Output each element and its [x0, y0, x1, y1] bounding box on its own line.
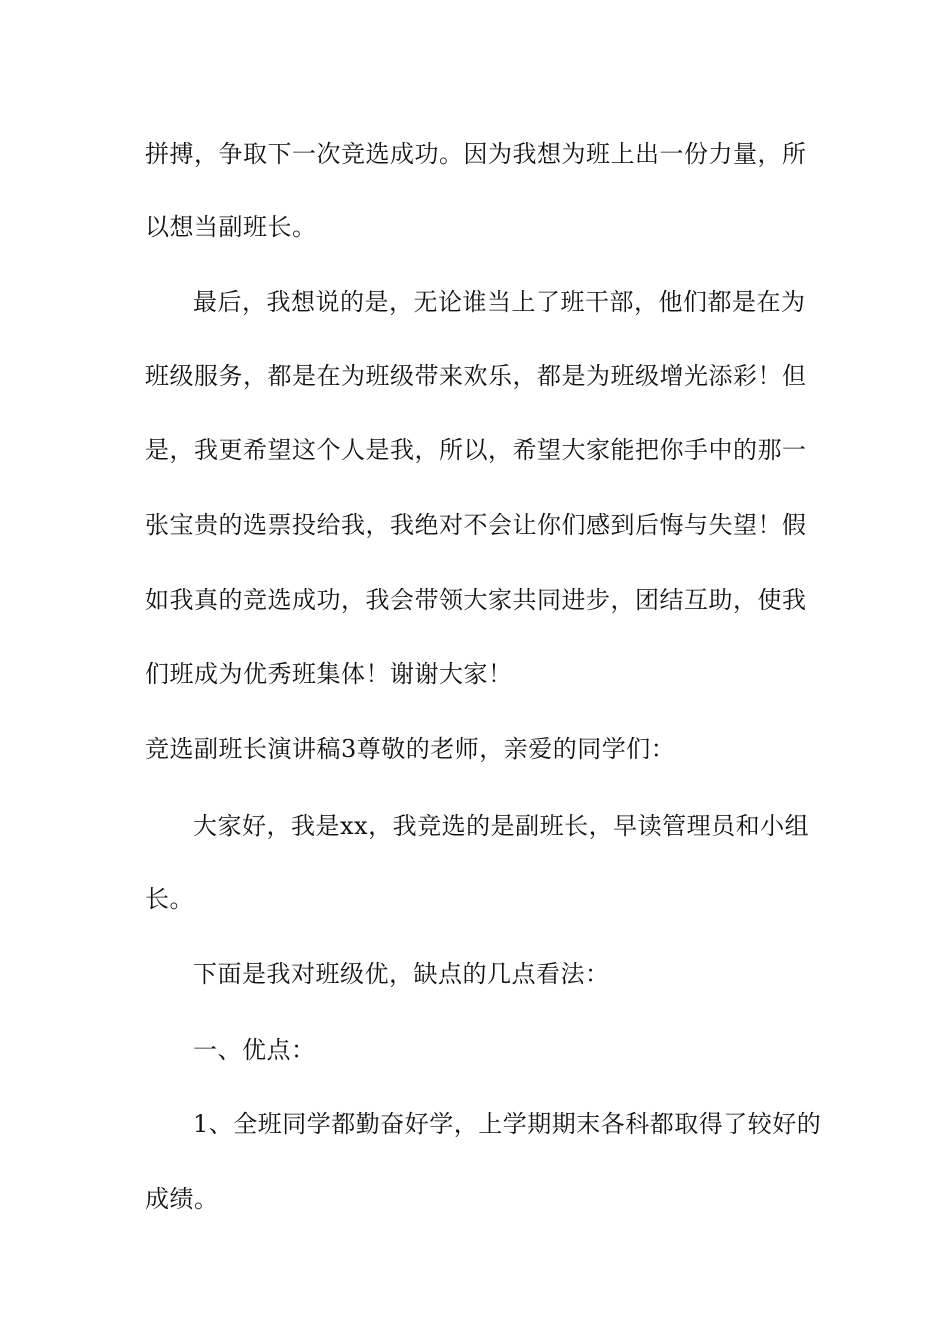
- text-line-1: 拼搏，争取下一次竞选成功。因为我想为班上出一份力量，所: [145, 140, 807, 168]
- text-line-14: 1、全班同学都勤奋好学，上学期期末各科都取得了较好的: [193, 1110, 822, 1138]
- text-line-8: 们班成为优秀班集体！谢谢大家！: [145, 660, 513, 688]
- text-line-6: 张宝贵的选票投给我，我绝对不会让你们感到后悔与失望！假: [145, 511, 807, 539]
- text-line-10: 大家好，我是xx，我竞选的是副班长，早读管理员和小组: [193, 812, 810, 840]
- text-line-5: 是，我更希望这个人是我，所以，希望大家能把你手中的那一: [145, 436, 807, 464]
- text-line-7: 如我真的竞选成功，我会带领大家共同进步，团结互助，使我: [145, 586, 807, 614]
- text-line-13: 一、优点：: [193, 1036, 316, 1064]
- section-heading-line: 竞选副班长演讲稿3尊敬的老师，亲爱的同学们：: [145, 735, 676, 763]
- text-line-3: 最后，我想说的是，无论谁当上了班干部，他们都是在为: [193, 288, 806, 316]
- text-line-12: 下面是我对班级优，缺点的几点看法：: [193, 960, 610, 988]
- text-line-4: 班级服务，都是在为班级带来欢乐，都是为班级增光添彩！但: [145, 362, 807, 390]
- text-line-15: 成绩。: [145, 1185, 219, 1213]
- text-line-2: 以想当副班长。: [145, 213, 317, 241]
- text-line-11: 长。: [145, 885, 194, 913]
